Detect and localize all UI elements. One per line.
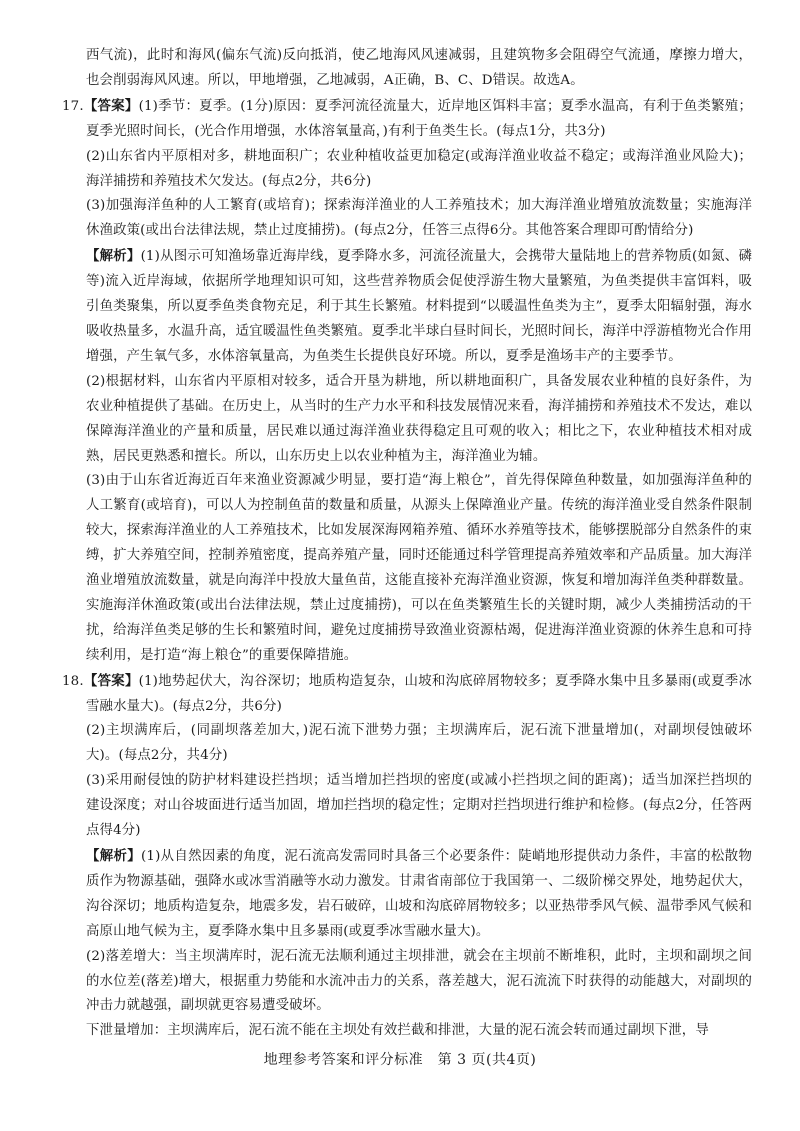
q18-number: 18. [62, 673, 84, 689]
page-content [62, 44, 752, 1044]
q18-answer-3: (3)采用耐侵蚀的防护材料建设拦挡坝；适当增加拦挡坝的密度(或减小拦挡坝之间的距离)；适当加深拦挡坝的建设深度；对山谷坡面进行适当加固，增加拦挡坝的稳定性；定期对拦挡坝进行维护和检修。(每点2分，任答两点得4分) [86, 773, 752, 839]
q17-answer-tag: 【答案】 [83, 97, 139, 114]
q18-analysis-tag: 【解析】 [86, 848, 142, 864]
q17-answer-3: (3)加强海洋鱼种的人工繁育(或培育)；探索海洋渔业的人工养殖技术；加大海洋渔业增殖放流数量；实施海洋休渔政策(或出台法律法规，禁止过度捕捞)。(每点2分，任答三点得6分。其他答案合理即可酌情给分) [86, 198, 752, 239]
q17-answer-2: (2)山东省内平原相对多，耕地面积广；农业种植收益更加稳定(或海洋渔业收益不稳定；或海洋渔业风险大)；海洋捕捞和养殖技术欠发达。(每点2分，共6分) [86, 148, 752, 189]
q17-analysis-tag: 【解析】 [86, 248, 141, 265]
q18-answer-1-text: (1)地势起伏大，沟谷深切；地质构造复杂，山坡和沟底碎屑物较多；夏季降水集中且多暴雨(或夏季冰雪融水量大)。(每点2分，共6分) [86, 673, 752, 714]
q17-answer-1 [62, 94, 752, 145]
q16-analysis-tail: 西气流)，此时和海风(偏东气流)反向抵消，使乙地海风风速减弱，且建筑物多会阻碍空气流通，摩擦力增大，也会削弱海风风速。所以，甲地增强，乙地减弱，A正确，B、C、D错误。故选A。 [86, 48, 752, 88]
q17-analysis-1 [62, 244, 752, 370]
q17-analysis-1-text: (1)从图示可知渔场靠近海岸线，夏季降水多，河流径流量大，会携带大量陆地上的营养物质(如氮、磷等)流入近岸海域，依据所学地理知识可知，这些营养物质会促使浮游生物大量繁殖，为鱼类提供丰富饵料，吸引鱼类聚集，所以夏季鱼类食物充足，利于其生长繁殖。材料提到“以暖温性鱼类为主”，夏季太阳辐射强，海水吸收热量多，水温升高，适宜暖温性鱼类繁殖。夏季北半球白昼时间长，光照时间长，海洋中浮游植物光合作用增强，产生氧气多，水体溶氧量高，为鱼类生长提供良好环境。所以，夏季是渔场丰产的主要季节。 [86, 249, 752, 364]
q18-answer-2: (2)主坝满库后，(同副坝落差加大，)泥石流下泄势力强；主坝满库后，泥石流下泄量增加(，对副坝侵蚀破坏大)。(每点2分，共4分) [86, 723, 752, 764]
q18-analysis-2: (2)落差增大：当主坝满库时，泥石流无法顺利通过主坝排泄，就会在主坝前不断堆积，此时，主坝和副坝之间的水位差(落差)增大，根据重力势能和水流冲击力的关系，落差越大，泥石流流下时获得的动能越大，对副坝的冲击力就越强，副坝就更容易遭受破坏。 [86, 948, 752, 1014]
q18-analysis-1-text: (1)从自然因素的角度，泥石流高发需同时具备三个必要条件：陡峭地形提供动力条件，丰富的松散物质作为物源基础，强降水或冰雪消融等水动力激发。甘肃省南部位于我国第一、二级阶梯交界处，地势起伏大，沟谷深切；地质构造复杂，地震多发，岩石破碎，山坡和沟底碎屑物较多；以亚热带季风气候、温带季风气候和高原山地气候为主，夏季降水集中且多暴雨(或夏季冰雪融水量大)。 [86, 849, 752, 939]
q17-number: 17. [62, 98, 84, 114]
q18-analysis-3: 下泄量增加：主坝满库后，泥石流不能在主坝处有效拦截和排泄，大量的泥石流会转而通过副坝下泄，导 [86, 1023, 709, 1039]
q17-answer-1-text: (1)季节：夏季。(1分)原因：夏季河流径流量大，近岸地区饵料丰富；夏季水温高，有利于鱼类繁殖；夏季光照时间长，(光合作用增强，水体溶氧量高，)有利于鱼类生长。(每点1分，共3分) [86, 98, 752, 139]
q17-analysis-2: (2)根据材料，山东省内平原相对较多，适合开垦为耕地，所以耕地面积广，具备发展农业种植的良好条件，为农业种植提供了基础。在历史上，从当时的生产力水平和科技发展情况来看，海洋捕捞和养殖技术不发达，难以保障海洋渔业的产量和质量，居民难以通过海洋渔业获得稳定且可观的收入；相比之下，农业种植技术相对成熟，居民更熟悉和擅长。所以，山东历史上以农业种植为主，海洋渔业为辅。 [86, 373, 752, 464]
q18-analysis-1 [62, 844, 752, 945]
q17-analysis-3: (3)由于山东省近海近百年来渔业资源减少明显，要打造“海上粮仓”，首先得保障鱼种数量，如加强海洋鱼种的人工繁育(或培育)，可以人为控制鱼苗的数量和质量，从源头上保障渔业产量。传统的海洋渔业受自然条件限制较大，探索海洋渔业的人工养殖技术，比如发展深海网箱养殖、循环水养殖等技术，能够摆脱部分自然条件的束缚，扩大养殖空间，控制养殖密度，提高养殖产量，同时还能通过科学管理提高养殖效率和产品质量。加大海洋渔业增殖放流数量，就是向海洋中投放大量鱼苗，这能直接补充海洋渔业资源，恢复和增加海洋鱼类种群数量。实施海洋休渔政策(或出台法律法规，禁止过度捕捞)，可以在鱼类繁殖生长的关键时期，减少人类捕捞活动的干扰，给海洋鱼类足够的生长和繁殖时间，避免过度捕捞导致渔业资源枯竭，促进海洋渔业资源的休养生息和可持续利用，是打造“海上粮仓”的重要保障措施。 [86, 473, 752, 663]
page-footer: 地理参考答案和评分标准 第 3 页(共4页) [263, 1052, 537, 1068]
q18-answer-tag: 【答案】 [83, 672, 139, 689]
q18-answer-1 [62, 669, 752, 720]
